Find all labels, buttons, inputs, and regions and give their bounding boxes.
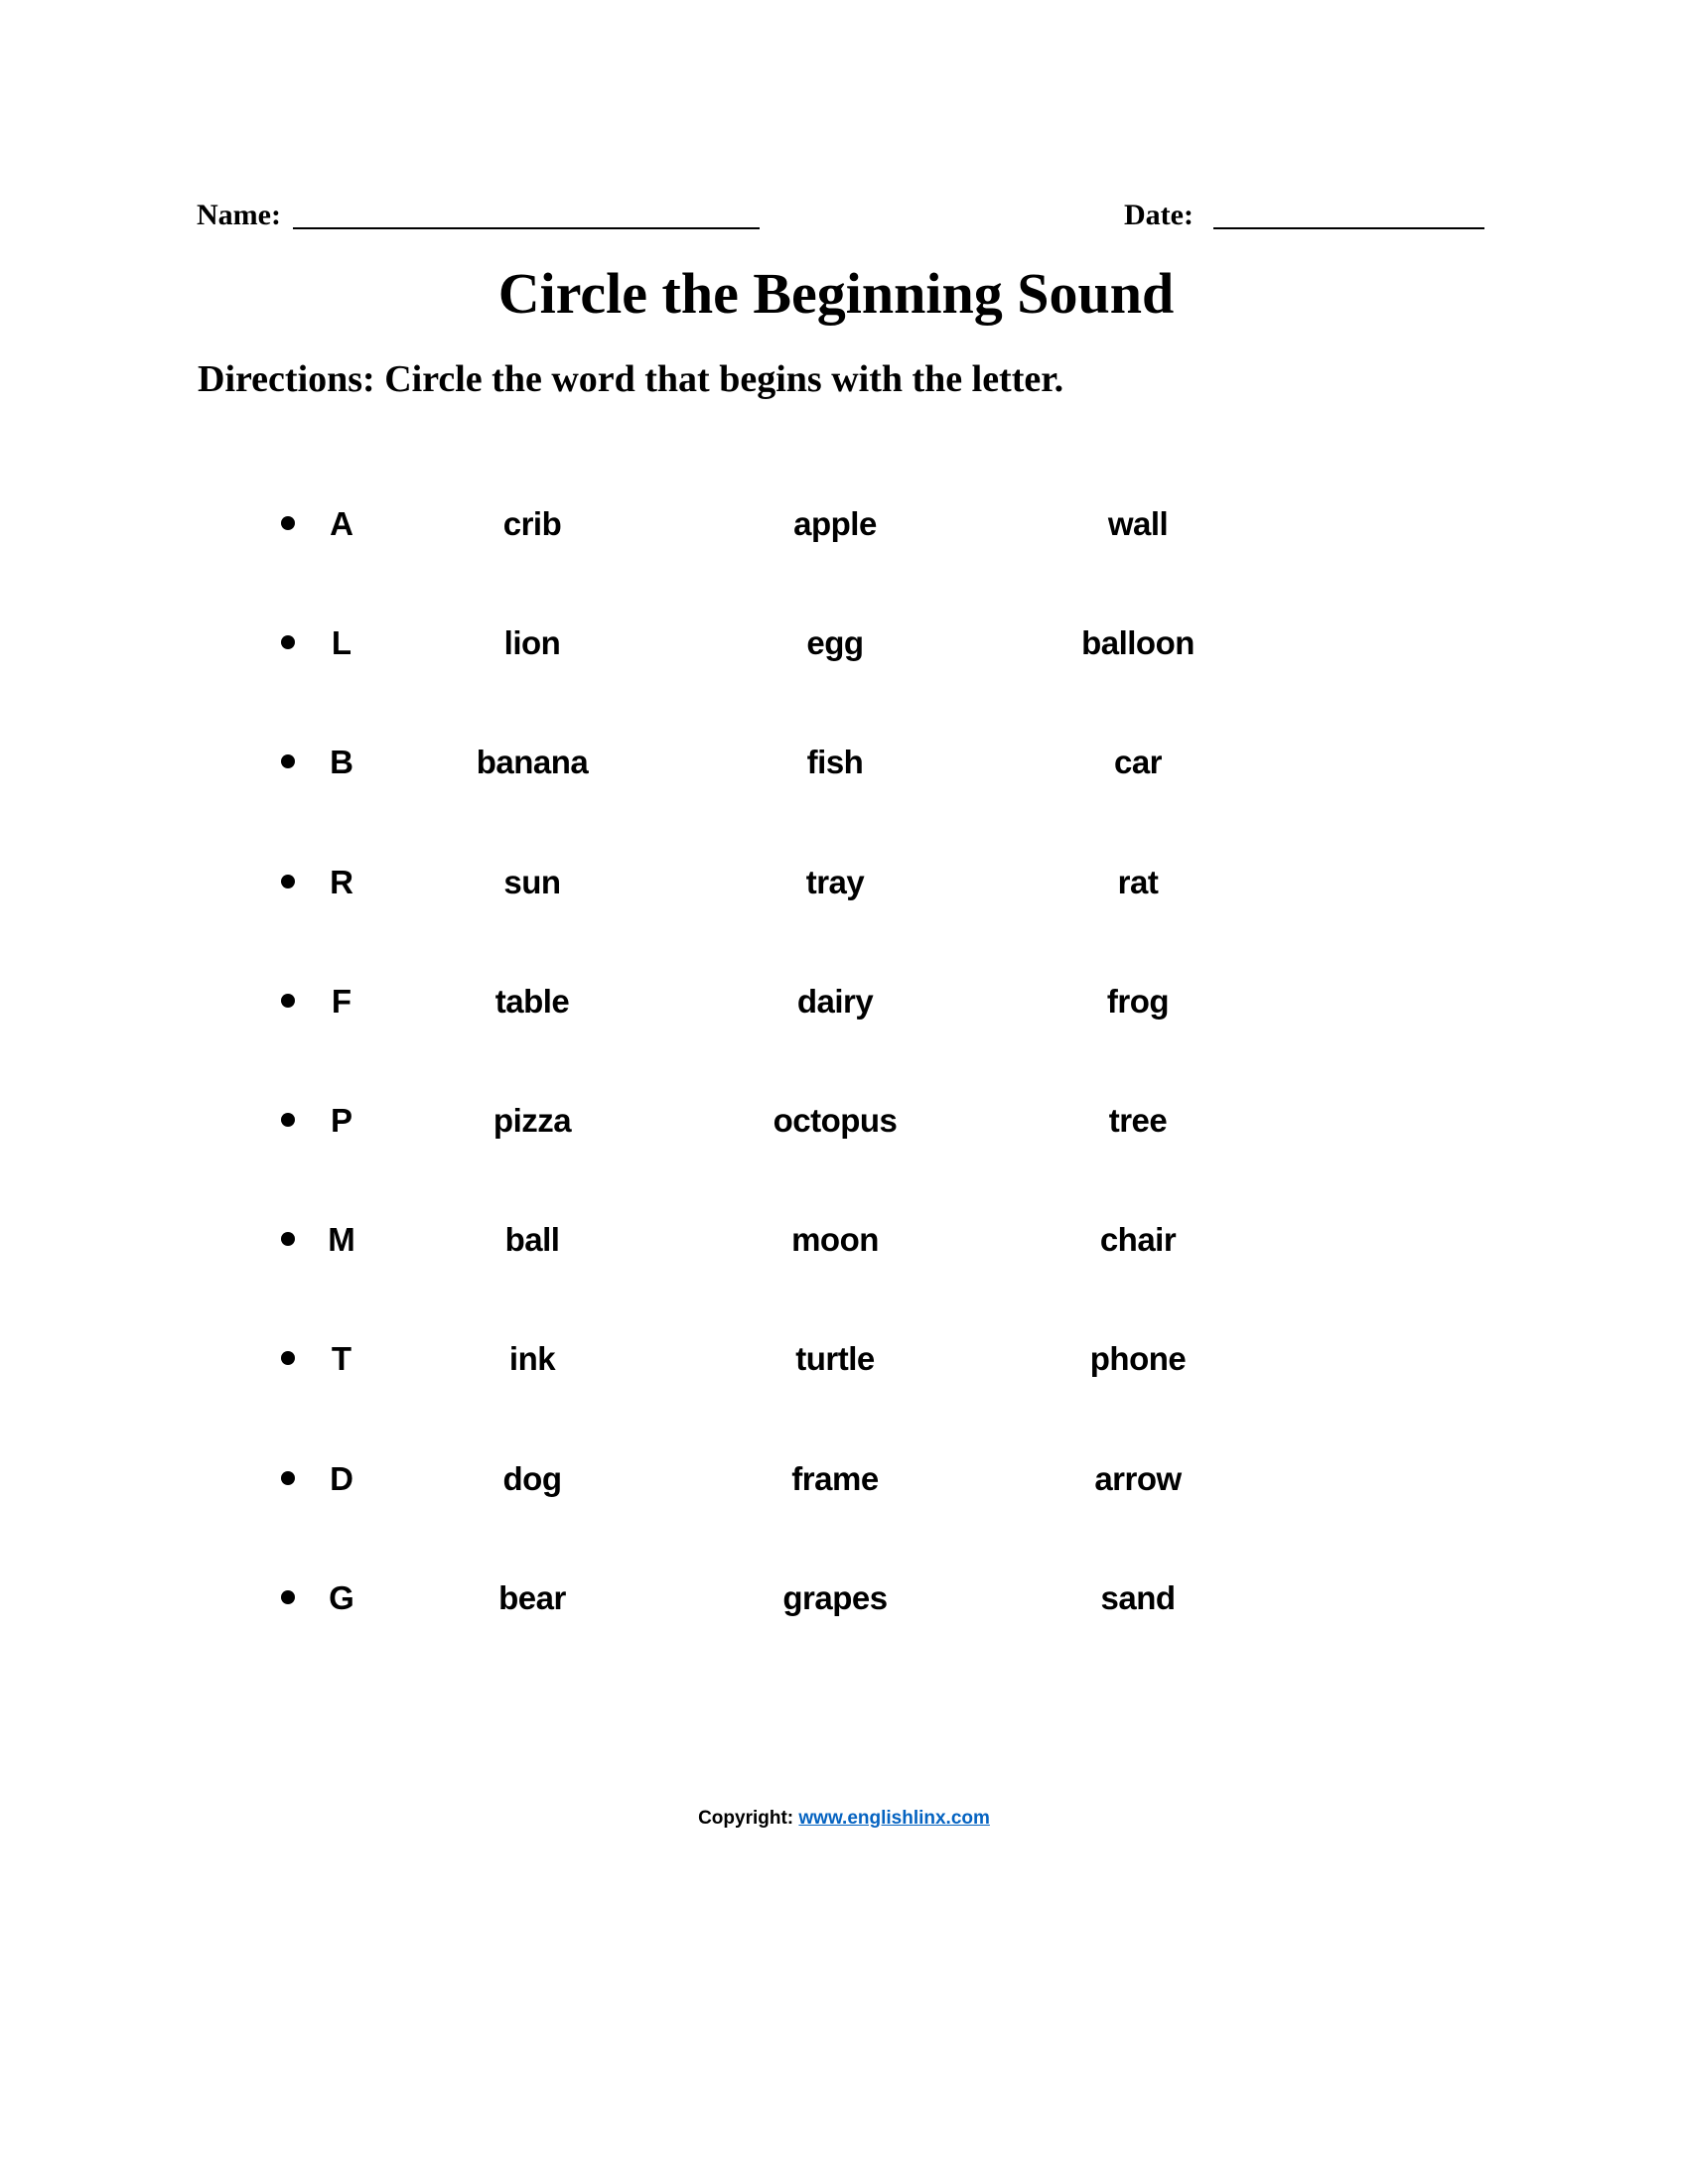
bullet-icon [281,994,295,1008]
word-choice[interactable]: phone [1089,1340,1187,1377]
word-choice[interactable]: banana [476,744,589,780]
word-choice[interactable]: pizza [492,1102,572,1139]
word-choice[interactable]: arrow [1094,1460,1182,1497]
date-field-line[interactable] [1213,227,1484,229]
word-choice[interactable]: ball [504,1221,560,1258]
bullet-icon [281,1232,295,1246]
word-row [0,1459,1688,1499]
directions-text: Directions: Circle the word that begins with the letter. [198,358,1064,400]
target-letter: P [330,1102,352,1139]
bullet-icon [281,1471,295,1485]
word-choice[interactable]: rat [1117,864,1159,900]
date-label: Date: [1124,199,1194,231]
word-choice[interactable]: turtle [795,1340,875,1377]
word-row [0,1220,1688,1260]
target-letter: A [330,505,353,542]
target-letter: T [331,1340,352,1377]
target-letter: L [331,624,352,661]
word-choice[interactable]: tree [1108,1102,1168,1139]
word-row [0,1578,1688,1618]
bullet-icon [281,1351,295,1365]
word-choice[interactable]: bear [498,1579,566,1616]
target-letter: G [329,1579,354,1616]
word-choice[interactable]: moon [791,1221,879,1258]
copyright-label: Copyright: [698,1808,794,1829]
englishlinx-link[interactable]: www.englishlinx.com [798,1808,990,1829]
word-choice[interactable]: apple [793,505,877,542]
word-choice[interactable]: egg [806,624,864,661]
word-choice[interactable]: sun [503,864,561,900]
word-choice[interactable]: tray [805,864,865,900]
word-choice[interactable]: car [1113,744,1163,780]
target-letter: D [330,1460,353,1497]
word-choice[interactable]: crib [502,505,562,542]
word-row [0,504,1688,544]
word-choice[interactable]: wall [1107,505,1169,542]
bullet-icon [281,875,295,888]
word-row [0,1101,1688,1141]
word-row [0,1339,1688,1379]
word-choice[interactable]: octopus [773,1102,898,1139]
name-field-line[interactable] [293,227,760,229]
word-choice[interactable]: dog [502,1460,562,1497]
word-choice[interactable]: chair [1099,1221,1177,1258]
word-choice[interactable]: frame [791,1460,879,1497]
word-choice[interactable]: grapes [782,1579,888,1616]
target-letter: R [330,864,353,900]
word-choice[interactable]: ink [508,1340,556,1377]
bullet-icon [281,516,295,530]
target-letter: F [331,983,352,1020]
bullet-icon [281,754,295,768]
word-choice[interactable]: balloon [1081,624,1195,661]
word-row [0,743,1688,782]
bullet-icon [281,635,295,649]
word-choice[interactable]: fish [806,744,864,780]
bullet-icon [281,1590,295,1604]
word-row [0,623,1688,663]
word-row [0,863,1688,902]
word-row [0,982,1688,1022]
name-label: Name: [197,199,281,231]
page-title-text: Circle the Beginning Sound [497,261,1175,326]
word-choice[interactable]: table [494,983,570,1020]
word-choice[interactable]: frog [1106,983,1170,1020]
copyright-footer [0,1807,1688,1831]
target-letter: M [328,1221,355,1258]
target-letter: B [330,744,353,780]
word-choice[interactable]: sand [1100,1579,1176,1616]
word-choice[interactable]: dairy [796,983,874,1020]
word-choice[interactable]: lion [503,624,561,661]
page-title [0,261,1688,326]
bullet-icon [281,1113,295,1127]
